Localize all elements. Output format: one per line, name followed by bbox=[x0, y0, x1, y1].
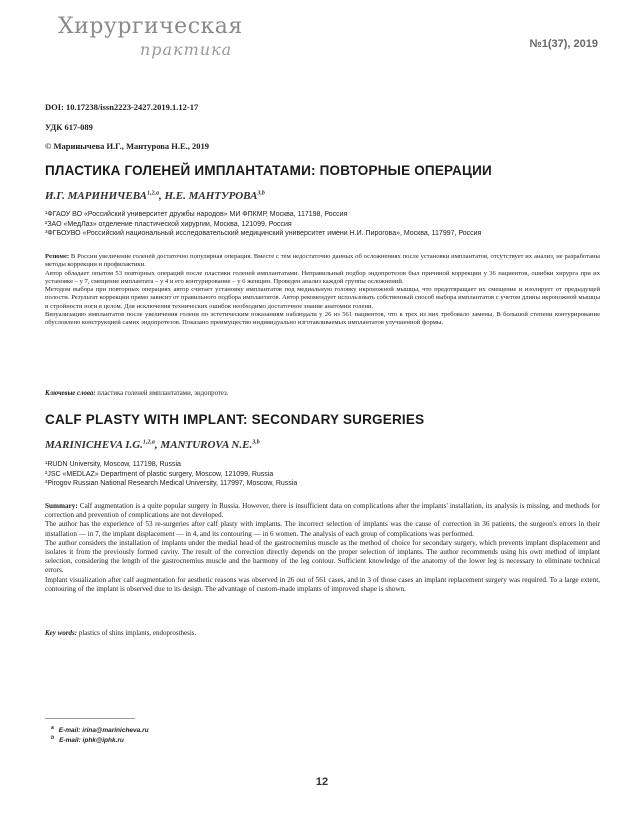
issue-number: №1(37), 2019 bbox=[529, 38, 598, 50]
email-a[interactable]: $^a$ E-mail: irina@marinicheva.ru bbox=[51, 725, 149, 735]
author-2-sup-en: 3,b bbox=[252, 439, 260, 446]
author-1-sup-ru: 1,2,a bbox=[146, 190, 159, 197]
keywords-label-en: Key words: bbox=[45, 629, 78, 637]
summary-label-ru: Резюме: bbox=[45, 253, 70, 260]
abstract-ru bbox=[45, 253, 600, 328]
author-separator-en: , bbox=[154, 439, 161, 451]
summary-en-p3: The author considers the installation of implants under the medial head of the gastrocnemius muscle as the method of choice for secondary surgery, which prevents implant displacement and isolates it from the previously formed cavity. The result of the correction directly depends on the proper selection of implants. The author recommends using his own method of implant selection, considering the length of the gastrocnemius muscle and the harmony of the leg contour. Sufficient knowledge of the anatomy of the lower leg is necessary to eliminate technical errors. bbox=[45, 538, 600, 575]
affiliations-ru bbox=[45, 210, 481, 239]
author-1-ru: И.Г. МАРИНИЧЕВА bbox=[45, 190, 147, 202]
affiliation-en-2: ²JSC «MEDLAZ» Department of plastic surgery, Moscow, 121099, Russia bbox=[45, 470, 274, 478]
page-number: 12 bbox=[315, 776, 329, 788]
summary-en-p2: The author has the experience of 53 re-surgeries after calf plasty with implants. The incorrect selection of implants was the cause of correction in 36 patients, the surgeon's errors in their installation — in 7, the implant displacement — in 4, and its contouring — in 6 women. The analysis of each group of complications was performed. bbox=[45, 520, 600, 538]
copyright: © Маринычева И.Г., Мантурова Н.Е., 2019 bbox=[45, 141, 209, 151]
affiliation-ru-3: ³ФГБОУВО «Российский национальный исследовательский медицинский университет имени Н.И. Пирогова», Москва, 117997, Россия bbox=[45, 230, 482, 237]
summary-label-en: Summary: bbox=[45, 502, 78, 510]
affiliations-en bbox=[45, 460, 297, 489]
article-title-ru: ПЛАСТИКА ГОЛЕНЕЙ ИМПЛАНТАТАМИ: ПОВТОРНЫЕ ОПЕРАЦИИ bbox=[45, 163, 492, 178]
article-title-en: CALF PLASTY WITH IMPLANT: SECONDARY SURGERIES bbox=[45, 412, 425, 427]
summary-ru-p1: В России увеличение голеней достаточно популярная операция. Вместе с тем недостаточно данных об осложнениях после установки имплантатов, отсутствует их анализ, не разработаны методы коррекции и профилактики. bbox=[45, 253, 600, 269]
journal-logo-subtitle: практика bbox=[140, 40, 233, 59]
summary-en-p4: Implant visualization after calf augmentation for aesthetic reasons was observed in 26 out of 561 cases, and in 3 of those cases an implant replacement surgery was required. To a large extent, contouring of the implant is observed due to its design. The advantage of custom-made implants of improved shape is shown. bbox=[45, 575, 600, 593]
affiliation-ru-2: ²ЗАО «МедЛаз» отделение пластической хирургии, Москва, 121099, Россия bbox=[45, 220, 292, 228]
footnote-divider bbox=[45, 718, 135, 719]
authors-en bbox=[45, 439, 260, 451]
author-separator-ru: , bbox=[158, 190, 165, 202]
affiliation-en-1: ¹RUDN University, Moscow, 117198, Russia bbox=[45, 461, 181, 468]
summary-ru-p3: Методом выбора при повторных операциях автор считает установку имплантатов под медиальную головку икроножной мышцы, что предотвращает их смещение и изолирует от предыдущей полости. Результат коррекции прямо зависит от правильного подбора имплантатов. Автор рекомендует использовать собственный способ выбора имплантатов с учетом длины икроножной мышцы и стройности ноги в целом. Для исключения технических ошибок необходимо достаточное знание анатомии голени. bbox=[45, 286, 600, 310]
abstract-en bbox=[45, 502, 600, 594]
author-1-en: MARINICHEVA I.G. bbox=[45, 439, 143, 451]
udk: УДК 617-089 bbox=[45, 122, 93, 132]
summary-en-p1: Calf augmentation is a quite popular surgery in Russia. However, there is insufficient data on complications after the implants' installation, its analysis is missing, and methods for correction and prevention of complications are not developed. bbox=[45, 502, 600, 520]
authors-ru bbox=[45, 190, 265, 202]
affiliation-ru-1: ¹ФГАОУ ВО «Российский университет дружбы народов» МИ ФПКМР, Москва, 117198, Россия bbox=[45, 211, 348, 218]
keywords-ru: Ключевые слова: пластика голеней имплантатами, эндопротез. bbox=[45, 390, 229, 397]
summary-ru-p2: Автор обладает опытом 53 повторных операций после пластики голеней имплантатами. Неправильный подбор эндопротезов был причиной коррекции у 36 пациентов, ошибки хирурга при их установке – у 7, смещение имплантата – у 4 и его контурирование – у 6 женщин. Проведен анализ каждой группы осложнений. bbox=[45, 269, 600, 285]
author-2-en: MANTUROVA N.E. bbox=[160, 439, 253, 451]
summary-ru-p4: Визуализацию имплантатов после увеличения голени по эстетическим показаниям наблюдали у 26 из 561 пациентов, что в трех из них требовало замены. В большой степени контурирование обусловлено конструкцией самих эндопротезов. Показано преимущество индивидуально изготавливаемых имплантатов улучшенной формы. bbox=[45, 311, 600, 327]
affiliation-en-3: ³Pirogov Russian National Research Medical University, 117997, Moscow, Russia bbox=[45, 480, 298, 487]
author-2-sup-ru: 3,b bbox=[257, 190, 265, 197]
email-b[interactable]: $^b$ E-mail: iphk@iphk.ru bbox=[51, 735, 124, 745]
keywords-en: Key words: plastics of shins implants, endoprosthesis. bbox=[45, 629, 197, 637]
keywords-label-ru: Ключевые слова: bbox=[45, 390, 96, 397]
author-2-ru: Н.Е. МАНТУРОВА bbox=[164, 190, 258, 202]
author-1-sup-en: 1,2,a bbox=[142, 439, 155, 446]
doi[interactable]: DOI: 10.17238/issn2223-2427.2019.1.12-17 bbox=[45, 102, 199, 112]
journal-logo-title: Хирургическая bbox=[58, 14, 243, 39]
